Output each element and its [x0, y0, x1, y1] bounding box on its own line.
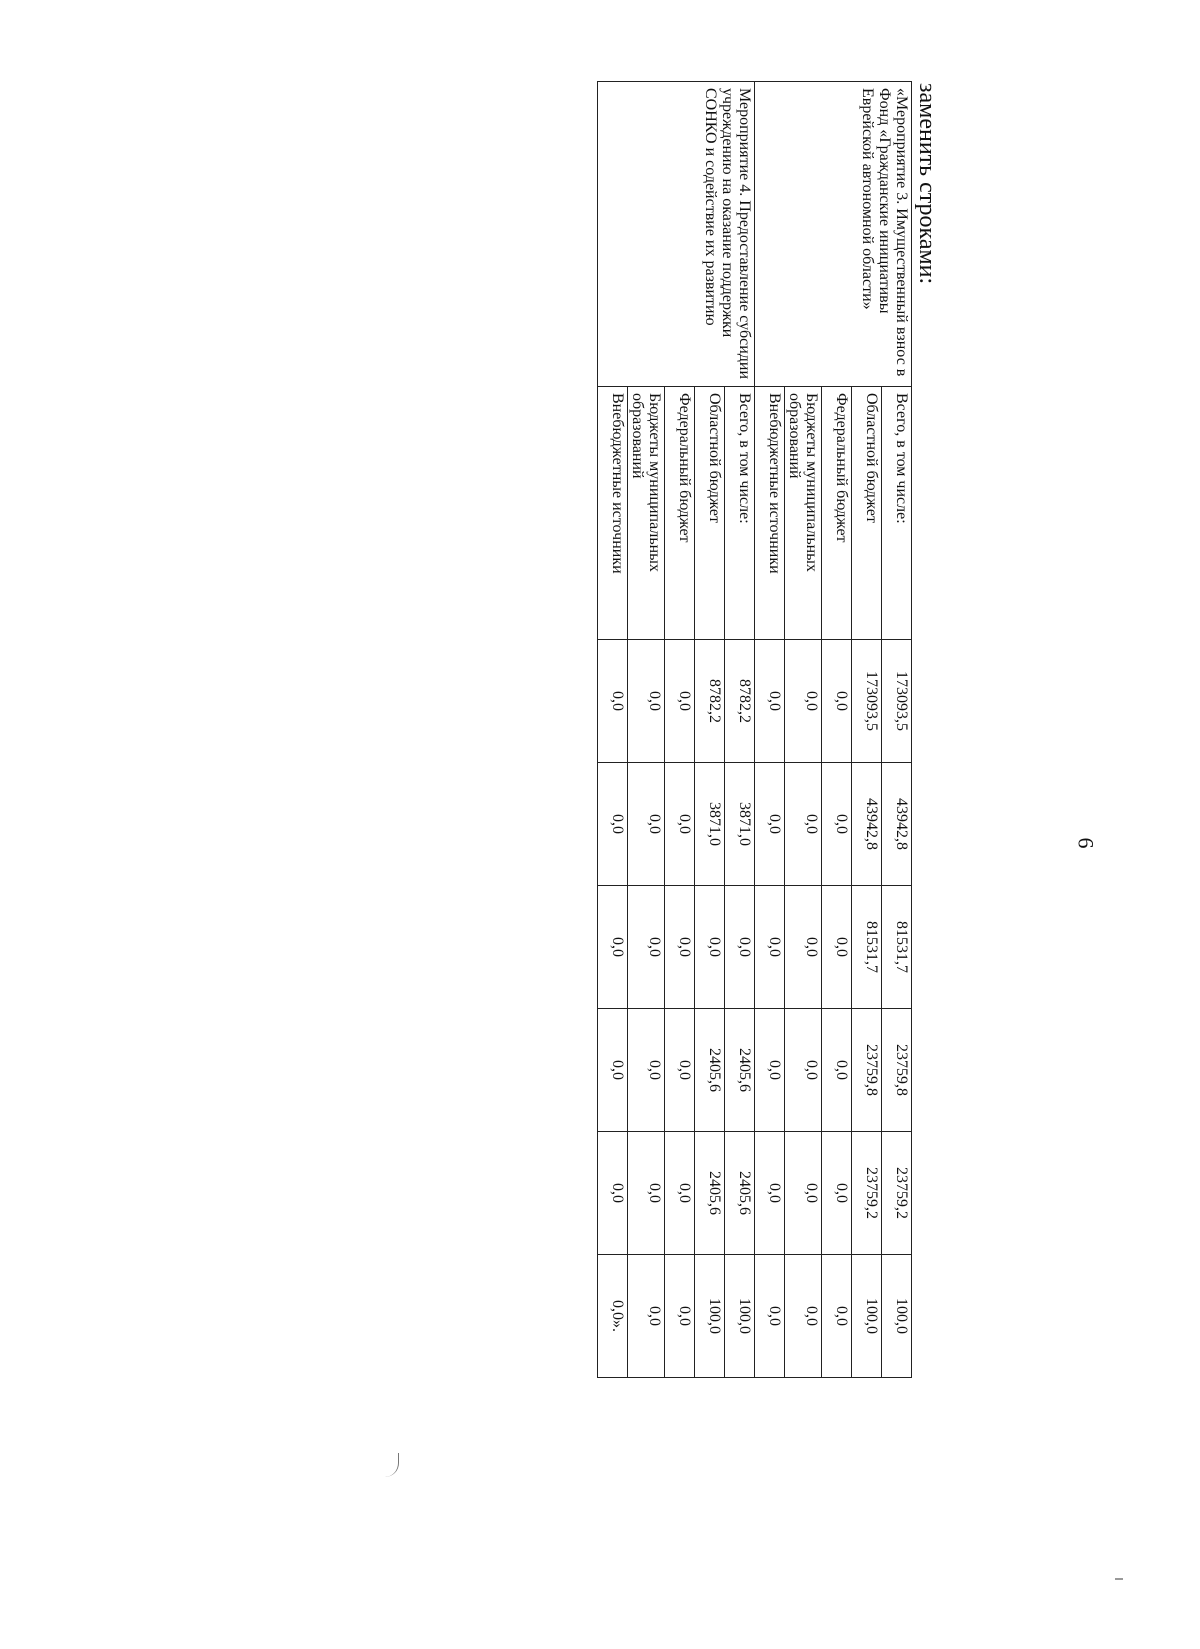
value-cell: 8782,2: [725, 640, 755, 763]
value-cell: 0,0: [822, 1009, 852, 1132]
value-cell: 23759,2: [882, 1132, 912, 1255]
funding-source-cell: Внебюджетные источники: [755, 387, 785, 640]
value-cell: 0,0: [755, 886, 785, 1009]
value-cell: 0,0: [665, 1009, 695, 1132]
scan-speck: [1115, 1578, 1123, 1580]
funding-source-cell: Областной бюджет: [852, 387, 882, 640]
value-cell: 0,0: [665, 1255, 695, 1378]
value-cell: 0,0: [755, 763, 785, 886]
value-cell: 81531,7: [882, 886, 912, 1009]
value-cell: 0,0: [695, 886, 725, 1009]
value-cell: 23759,8: [852, 1009, 882, 1132]
value-cell: 3871,0: [725, 763, 755, 886]
value-cell: 43942,8: [882, 763, 912, 886]
page-number: 6: [1073, 837, 1099, 849]
value-cell: 0,0: [755, 1132, 785, 1255]
measure-name-cell: «Мероприятие 3. Имущественный взнос в Фонд «Гражданские инициативы Еврейской автономной области»: [755, 82, 912, 387]
rotated-page-content: [190, 65, 950, 1585]
value-cell: 0,0: [785, 886, 822, 1009]
funding-source-cell: Внебюджетные источники: [598, 387, 628, 640]
value-cell: 0,0: [665, 640, 695, 763]
value-cell: 0,0: [822, 763, 852, 886]
value-cell: 0,0: [822, 1132, 852, 1255]
funding-source-cell: Федеральный бюджет: [822, 387, 852, 640]
value-cell: 0,0: [822, 886, 852, 1009]
funding-source-cell: Бюджеты муниципальных образований: [785, 387, 822, 640]
funding-source-cell: Бюджеты муниципальных образований: [628, 387, 665, 640]
value-cell: 0,0: [785, 1132, 822, 1255]
value-cell: 0,0: [598, 640, 628, 763]
funding-source-cell: Всего, в том числе:: [725, 387, 755, 640]
value-cell: 0,0: [628, 640, 665, 763]
value-cell: 0,0: [628, 1255, 665, 1378]
value-cell: 0,0: [665, 886, 695, 1009]
value-cell: 0,0».: [598, 1255, 628, 1378]
value-cell: 100,0: [852, 1255, 882, 1378]
value-cell: 81531,7: [852, 886, 882, 1009]
value-cell: 8782,2: [695, 640, 725, 763]
table-row: [882, 82, 912, 1378]
value-cell: 23759,2: [852, 1132, 882, 1255]
funding-source-cell: Всего, в том числе:: [882, 387, 912, 640]
value-cell: 0,0: [755, 1255, 785, 1378]
value-cell: 0,0: [785, 1255, 822, 1378]
funding-source-cell: Федеральный бюджет: [665, 387, 695, 640]
value-cell: 0,0: [628, 1009, 665, 1132]
funding-source-cell: Областной бюджет: [695, 387, 725, 640]
value-cell: 0,0: [598, 1009, 628, 1132]
value-cell: 3871,0: [695, 763, 725, 886]
value-cell: 2405,6: [695, 1132, 725, 1255]
value-cell: 0,0: [755, 640, 785, 763]
value-cell: 0,0: [725, 886, 755, 1009]
value-cell: 0,0: [665, 1132, 695, 1255]
section-heading: заменить строками:: [914, 83, 940, 285]
table-row: [725, 82, 755, 1378]
value-cell: 100,0: [882, 1255, 912, 1378]
value-cell: 2405,6: [695, 1009, 725, 1132]
measure-name-cell: Мероприятие 4. Предоставление субсидии учреждению на оказание поддержки СОНКО и содействие их развитию: [598, 82, 755, 387]
value-cell: 0,0: [598, 886, 628, 1009]
value-cell: 23759,8: [882, 1009, 912, 1132]
value-cell: 100,0: [725, 1255, 755, 1378]
value-cell: 2405,6: [725, 1132, 755, 1255]
value-cell: 173093,5: [882, 640, 912, 763]
value-cell: 0,0: [598, 763, 628, 886]
value-cell: 100,0: [695, 1255, 725, 1378]
value-cell: 0,0: [628, 886, 665, 1009]
value-cell: 0,0: [628, 1132, 665, 1255]
value-cell: 0,0: [755, 1009, 785, 1132]
value-cell: 0,0: [665, 763, 695, 886]
value-cell: 0,0: [785, 1009, 822, 1132]
value-cell: 0,0: [598, 1132, 628, 1255]
value-cell: 0,0: [785, 640, 822, 763]
value-cell: 2405,6: [725, 1009, 755, 1132]
value-cell: 0,0: [785, 763, 822, 886]
budget-table: [597, 81, 912, 1378]
value-cell: 0,0: [822, 640, 852, 763]
value-cell: 43942,8: [852, 763, 882, 886]
value-cell: 0,0: [628, 763, 665, 886]
value-cell: 173093,5: [852, 640, 882, 763]
value-cell: 0,0: [822, 1255, 852, 1378]
